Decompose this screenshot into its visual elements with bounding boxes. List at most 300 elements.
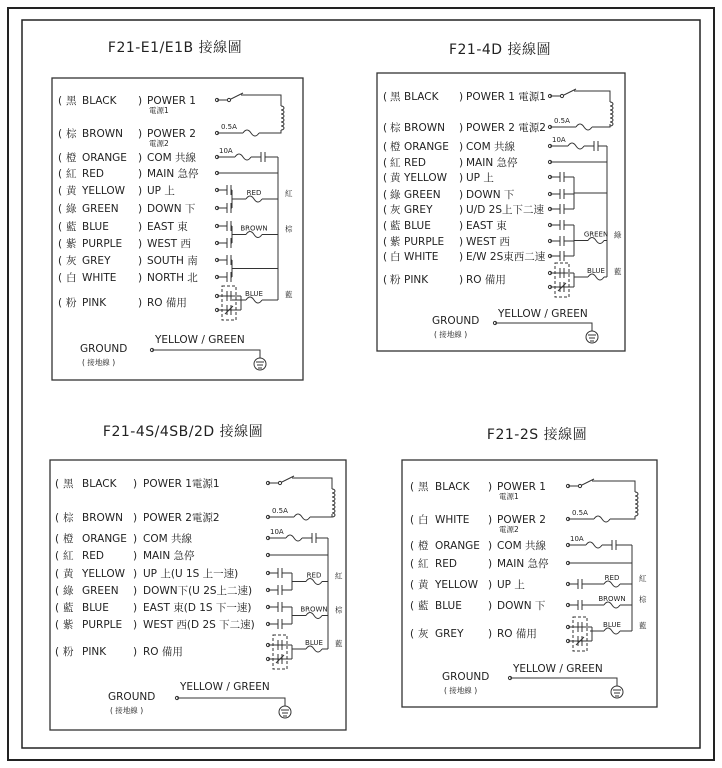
contact-icon xyxy=(560,189,564,199)
paren-close: ) xyxy=(459,157,464,169)
wire-color-zh: 棕 xyxy=(63,512,74,524)
wire-function: SOUTH 南 xyxy=(147,255,198,267)
wire-function: POWER 2 電源2 xyxy=(466,122,546,134)
transformer-coil-icon xyxy=(610,102,613,126)
terminal-icon xyxy=(278,481,281,484)
paren-close: ) xyxy=(133,602,138,614)
paren-open: ( xyxy=(55,602,60,614)
paren-open: ( xyxy=(410,540,415,552)
contact-icon xyxy=(278,585,282,595)
wire-color-name: BLUE xyxy=(82,602,109,614)
wire-function: UP 上 xyxy=(497,579,525,591)
ground-bars xyxy=(281,710,289,716)
wire-color-name: BROWN xyxy=(404,122,446,134)
paren-close: ) xyxy=(138,238,143,250)
panel-3 xyxy=(50,460,346,730)
wire-function-sub: 電源2 xyxy=(149,139,169,148)
ground-sub-label: ( 接地線 ) xyxy=(434,330,468,339)
paren-close: ) xyxy=(459,274,464,286)
wire-color-zh: 橙 xyxy=(66,152,77,164)
paren-open: ( xyxy=(55,646,60,658)
fuse-icon xyxy=(286,535,302,541)
group-side-label: 藍 xyxy=(335,639,343,648)
wire-row-green xyxy=(58,202,196,215)
paren-open: ( xyxy=(55,585,60,597)
contact-icon xyxy=(278,602,282,612)
paren-open: ( xyxy=(58,238,63,250)
paren-open: ( xyxy=(383,236,388,248)
wire-row-white xyxy=(383,250,546,263)
wire-function: COM 共線 xyxy=(143,533,192,545)
paren-open: ( xyxy=(58,128,63,140)
wire-row-green xyxy=(55,584,252,597)
paren-close: ) xyxy=(133,478,138,490)
terminal-icon xyxy=(227,98,230,101)
wire-row-pink xyxy=(383,273,506,286)
wire-function: DOWN 下 xyxy=(147,203,196,215)
ground-label: GROUND xyxy=(432,315,480,327)
wire-row-pink xyxy=(55,645,183,658)
wire-color-zh: 紅 xyxy=(390,157,401,169)
wire-color-zh: 粉 xyxy=(390,274,401,286)
group-side-label: 藍 xyxy=(614,267,622,276)
paren-open: ( xyxy=(383,220,388,232)
ground-sub-label: ( 接地線 ) xyxy=(110,706,144,715)
wire-function: POWER 2 xyxy=(497,514,546,526)
paren-open: ( xyxy=(383,122,388,134)
paren-open: ( xyxy=(58,255,63,267)
wire-row-brown xyxy=(383,121,546,134)
group-side-label: 紅 xyxy=(285,189,293,198)
wire-color-zh: 黄 xyxy=(63,568,74,580)
wire-color-name: BLUE xyxy=(435,600,462,612)
wire-color-name: PURPLE xyxy=(82,619,123,631)
wire-color-zh: 棕 xyxy=(390,122,401,134)
wire-function-sub: 電源2 xyxy=(499,525,519,534)
paren-close: ) xyxy=(138,297,143,309)
wire-color-zh: 紅 xyxy=(66,168,77,180)
ground-section xyxy=(108,681,291,718)
paren-close: ) xyxy=(459,189,464,201)
wire-color-name: BROWN xyxy=(82,128,124,140)
contact-icon xyxy=(227,272,231,282)
wire-function: RO 備用 xyxy=(497,628,537,640)
schematic xyxy=(566,479,647,651)
group-side-label: 藍 xyxy=(285,290,293,299)
fuse-icon xyxy=(294,514,310,520)
wire-color-name: ORANGE xyxy=(82,152,127,164)
paren-open: ( xyxy=(410,579,415,591)
group-side-label: 紅 xyxy=(639,574,647,583)
group-side-label: 藍 xyxy=(639,621,647,630)
wire-row-white xyxy=(410,513,546,534)
wire-color-zh: 黄 xyxy=(66,185,77,197)
paren-close: ) xyxy=(138,255,143,267)
wire-row-purple xyxy=(58,237,191,250)
paren-open: ( xyxy=(58,168,63,180)
panel-4-title: F21-2S 接線圖 xyxy=(486,427,588,443)
schematic xyxy=(215,93,293,320)
wire-row-grey xyxy=(58,254,198,267)
fuse-label-0-5a: 0.5A xyxy=(572,509,588,517)
panel-3-title: F21-4S/4SB/2D 接線圖 xyxy=(102,424,264,440)
terminal-icon xyxy=(560,94,563,97)
relay-dashed-box-icon xyxy=(222,286,236,320)
wire xyxy=(592,124,610,127)
fuse-label-10a: 10A xyxy=(219,147,233,155)
fuse-icon xyxy=(586,542,602,548)
wire-color-name: WHITE xyxy=(404,251,439,263)
wire xyxy=(152,350,260,358)
wire-color-name: PINK xyxy=(404,274,429,286)
fuse-label-10a: 10A xyxy=(552,136,566,144)
wire-color-name: GREY xyxy=(82,255,111,267)
wire-function: COM 共線 xyxy=(466,141,515,153)
wire-color-name: ORANGE xyxy=(404,141,449,153)
paren-close: ) xyxy=(459,141,464,153)
wire-function-sub: 電源1 xyxy=(499,492,519,501)
wire-row-black xyxy=(383,90,546,103)
wire-function: DOWN 下 xyxy=(497,600,546,612)
outer-border xyxy=(8,8,714,760)
ground-label: GROUND xyxy=(80,343,128,355)
paren-close: ) xyxy=(138,221,143,233)
key-switch-icon xyxy=(268,476,332,489)
contact-icon xyxy=(560,236,564,246)
paren-close: ) xyxy=(488,579,493,591)
contact-icon xyxy=(227,221,231,231)
panel-2-title: F21-4D 接線圖 xyxy=(448,42,552,58)
wire-color-name: YELLOW xyxy=(435,579,479,591)
paren-open: ( xyxy=(383,204,388,216)
wire-row-orange xyxy=(55,532,192,545)
wire-function: EAST 東 xyxy=(147,221,188,233)
paren-open: ( xyxy=(383,141,388,153)
wire-function: WEST 西(D 2S 下二速) xyxy=(143,619,255,631)
wire-color-zh: 白 xyxy=(418,514,429,526)
paren-close: ) xyxy=(459,122,464,134)
fuse-icon xyxy=(243,130,259,136)
wire-color-zh: 白 xyxy=(66,272,77,284)
wire-row-orange xyxy=(383,140,515,153)
paren-open: ( xyxy=(58,185,63,197)
wire-row-yellow xyxy=(58,184,175,197)
wire-function: POWER 1電源1 xyxy=(143,478,220,490)
paren-close: ) xyxy=(133,568,138,580)
wire-row-orange xyxy=(58,151,196,164)
wire-color-zh: 粉 xyxy=(66,297,77,309)
wire-color-zh: 紅 xyxy=(418,558,429,570)
paren-close: ) xyxy=(488,514,493,526)
wire-row-brown xyxy=(55,511,220,524)
contact-icon xyxy=(312,533,316,543)
group-fuse-label: RED xyxy=(604,574,620,582)
contact-icon xyxy=(560,251,564,261)
wire-function: POWER 2電源2 xyxy=(143,512,220,524)
group-fuse-label: BLUE xyxy=(245,290,263,298)
wire-row-black xyxy=(410,481,546,501)
wire-function: MAIN 急停 xyxy=(497,558,549,570)
contact-icon xyxy=(560,172,564,182)
wire-row-red xyxy=(410,557,549,570)
paren-close: ) xyxy=(138,128,143,140)
wire xyxy=(610,516,635,519)
group-fuse-label: BROWN xyxy=(598,595,626,603)
paren-close: ) xyxy=(488,628,493,640)
contact-icon xyxy=(594,141,598,151)
wire xyxy=(510,678,617,686)
ground-sub-label: ( 接地線 ) xyxy=(444,686,478,695)
relay-dashed-box-icon xyxy=(273,635,287,669)
wire xyxy=(310,514,332,517)
ground-wire-label: YELLOW / GREEN xyxy=(513,663,603,675)
wire-row-purple xyxy=(383,235,510,248)
key-switch-icon xyxy=(550,89,610,102)
wire-function: UP 上 xyxy=(466,172,494,184)
paren-close: ) xyxy=(488,540,493,552)
wire-row-orange xyxy=(410,539,546,552)
wire-function: MAIN 急停 xyxy=(143,550,195,562)
group-fuse-label: BLUE xyxy=(587,267,605,275)
wire-function: POWER 1 電源1 xyxy=(466,91,546,103)
fuse-icon xyxy=(568,143,584,149)
ground-wire-label: YELLOW / GREEN xyxy=(155,334,245,346)
contact-icon xyxy=(578,579,582,589)
paren-open: ( xyxy=(58,221,63,233)
ground-bars xyxy=(256,362,264,368)
group-fuse-label: GREEN xyxy=(583,230,609,239)
ground-sub-label: ( 接地線 ) xyxy=(82,358,116,367)
wire-row-blue xyxy=(410,599,546,612)
ground-section xyxy=(442,663,623,698)
wire-row-blue xyxy=(58,220,188,233)
wire-color-name: ORANGE xyxy=(435,540,480,552)
wire-row-grey xyxy=(410,627,537,640)
wire-color-name: RED xyxy=(82,168,105,180)
wire-color-zh: 綠 xyxy=(63,585,74,597)
inner-border xyxy=(22,20,700,748)
wire-color-name: YELLOW xyxy=(404,172,448,184)
group-side-label: 棕 xyxy=(335,605,343,615)
wire-color-name: GREY xyxy=(435,628,464,640)
wire-color-name: PINK xyxy=(82,297,107,309)
wire-function: COM 共線 xyxy=(497,540,546,552)
wire-color-zh: 棕 xyxy=(66,128,77,140)
wire-color-name: BLACK xyxy=(435,481,470,493)
wire-color-name: YELLOW xyxy=(82,185,126,197)
wire-function: COM 共線 xyxy=(147,152,196,164)
paren-close: ) xyxy=(459,251,464,263)
paren-close: ) xyxy=(138,185,143,197)
paren-open: ( xyxy=(410,600,415,612)
wire-row-yellow xyxy=(383,171,494,184)
wire-color-zh: 藍 xyxy=(63,602,74,614)
wire-color-name: YELLOW xyxy=(82,568,126,580)
wire-color-zh: 紫 xyxy=(63,619,74,631)
paren-close: ) xyxy=(138,152,143,164)
wire-color-name: BLUE xyxy=(82,221,109,233)
relay-dashed-box-icon xyxy=(573,617,587,651)
fuse-icon xyxy=(594,516,610,522)
wire xyxy=(177,698,285,706)
ground-label: GROUND xyxy=(442,671,490,683)
ground-section xyxy=(80,334,266,370)
wire-function-sub: 電源1 xyxy=(149,106,169,115)
paren-close: ) xyxy=(459,172,464,184)
contact-icon xyxy=(578,600,582,610)
ground-section xyxy=(432,308,598,343)
wire-color-zh: 紫 xyxy=(66,238,77,250)
wire-row-blue xyxy=(383,219,507,232)
wire-function: EAST 東(D 1S 下一速) xyxy=(143,602,252,614)
wire-function: POWER 1 xyxy=(497,481,546,493)
wire-function: RO 備用 xyxy=(143,646,183,658)
wire-color-zh: 橙 xyxy=(390,141,401,153)
contact-icon xyxy=(612,540,616,550)
wire-color-name: BLUE xyxy=(404,220,431,232)
wire-color-zh: 橙 xyxy=(418,540,429,552)
wire-row-yellow xyxy=(410,578,525,591)
transformer-coil-icon xyxy=(332,489,335,517)
wire-function: WEST 西 xyxy=(466,236,510,248)
wire-color-zh: 黄 xyxy=(418,579,429,591)
paren-close: ) xyxy=(488,600,493,612)
fuse-label-0-5a: 0.5A xyxy=(554,117,570,125)
paren-open: ( xyxy=(58,152,63,164)
fuse-label-0-5a: 0.5A xyxy=(272,507,288,515)
wire-row-red xyxy=(383,156,518,169)
paren-open: ( xyxy=(410,628,415,640)
wire-function: RO 備用 xyxy=(466,274,506,286)
wire-function: EAST 東 xyxy=(466,220,507,232)
wire-color-zh: 藍 xyxy=(390,220,401,232)
wire-color-name: GREEN xyxy=(404,189,441,201)
paren-close: ) xyxy=(459,236,464,248)
paren-open: ( xyxy=(383,274,388,286)
wire-color-name: WHITE xyxy=(435,514,470,526)
group-fuse-label: RED xyxy=(246,189,262,197)
contact-icon xyxy=(261,152,265,162)
fuse-icon xyxy=(235,154,251,160)
wire-color-zh: 綠 xyxy=(66,203,77,215)
paren-close: ) xyxy=(133,646,138,658)
wire-function: MAIN 急停 xyxy=(147,168,199,180)
paren-open: ( xyxy=(55,568,60,580)
paren-open: ( xyxy=(58,95,63,107)
paren-close: ) xyxy=(459,91,464,103)
paren-open: ( xyxy=(55,478,60,490)
schematic xyxy=(548,89,622,297)
wire-color-zh: 紫 xyxy=(390,236,401,248)
wire-function: MAIN 急停 xyxy=(466,157,518,169)
contact-icon xyxy=(278,619,282,629)
wire-color-zh: 綠 xyxy=(390,189,401,201)
group-fuse-label: BLUE xyxy=(305,639,323,647)
contact-icon xyxy=(227,238,231,248)
group-side-label: 棕 xyxy=(285,224,293,234)
paren-open: ( xyxy=(58,297,63,309)
paren-close: ) xyxy=(138,203,143,215)
paren-open: ( xyxy=(383,172,388,184)
wire-function: RO 備用 xyxy=(147,297,187,309)
paren-close: ) xyxy=(133,585,138,597)
group-fuse-label: BROWN xyxy=(240,224,268,233)
ground-bars xyxy=(613,690,621,696)
wire-row-red xyxy=(55,549,195,562)
contact-icon xyxy=(227,255,231,265)
wire-color-zh: 橙 xyxy=(63,533,74,545)
fuse-label-10a: 10A xyxy=(570,535,584,543)
panel-2 xyxy=(377,73,625,351)
ground-label: GROUND xyxy=(108,691,156,703)
paren-open: ( xyxy=(383,189,388,201)
wire-color-name: PURPLE xyxy=(82,238,123,250)
group-fuse-label: BLUE xyxy=(603,621,621,629)
fuse-icon xyxy=(576,124,592,130)
wire-row-purple xyxy=(55,618,255,631)
paren-close: ) xyxy=(133,512,138,524)
ground-wire-label: YELLOW / GREEN xyxy=(180,681,270,693)
paren-close: ) xyxy=(459,204,464,216)
wire-color-zh: 黑 xyxy=(66,95,77,107)
wire-row-red xyxy=(58,167,199,180)
wire-color-zh: 粉 xyxy=(63,646,74,658)
paren-close: ) xyxy=(133,533,138,545)
paren-close: ) xyxy=(133,619,138,631)
wire-function: UP 上(U 1S 上一速) xyxy=(143,568,239,580)
transformer-coil-icon xyxy=(635,492,638,516)
paren-open: ( xyxy=(55,619,60,631)
paren-close: ) xyxy=(138,168,143,180)
wire-color-zh: 灰 xyxy=(390,204,401,216)
paren-close: ) xyxy=(138,95,143,107)
wire-row-white xyxy=(58,271,198,284)
paren-open: ( xyxy=(58,272,63,284)
paren-close: ) xyxy=(138,272,143,284)
wire-row-green xyxy=(383,188,515,201)
wire-color-name: ORANGE xyxy=(82,533,127,545)
wire-function: DOWN下(U 2S上二速) xyxy=(143,585,253,597)
wire-color-zh: 藍 xyxy=(418,600,429,612)
group-fuse-label: RED xyxy=(306,571,322,580)
paren-close: ) xyxy=(488,558,493,570)
wire-color-name: RED xyxy=(435,558,458,570)
paren-open: ( xyxy=(55,550,60,562)
paren-open: ( xyxy=(55,512,60,524)
wire-row-brown xyxy=(58,127,196,148)
paren-open: ( xyxy=(410,481,415,493)
wire-color-zh: 白 xyxy=(390,251,401,263)
wire-function: E/W 2S東西二速 xyxy=(466,251,546,263)
transformer-coil-icon xyxy=(281,106,284,130)
relay-dashed-box-icon xyxy=(555,263,569,297)
wire-function: NORTH 北 xyxy=(147,272,198,284)
key-switch-icon xyxy=(217,93,281,106)
wire xyxy=(259,130,281,133)
contact-icon xyxy=(227,203,231,213)
paren-open: ( xyxy=(383,91,388,103)
wire-color-name: BLACK xyxy=(82,95,117,107)
ground-bars xyxy=(588,335,596,341)
panel-4 xyxy=(402,460,657,707)
panel-1 xyxy=(52,78,303,380)
wire-row-yellow xyxy=(55,567,238,580)
wire-color-zh: 黑 xyxy=(390,91,401,103)
wire-row-grey xyxy=(383,203,544,216)
paren-open: ( xyxy=(58,203,63,215)
panel-1-title: F21-E1/E1B 接線圖 xyxy=(107,40,243,56)
wire-color-name: GREY xyxy=(404,204,433,216)
